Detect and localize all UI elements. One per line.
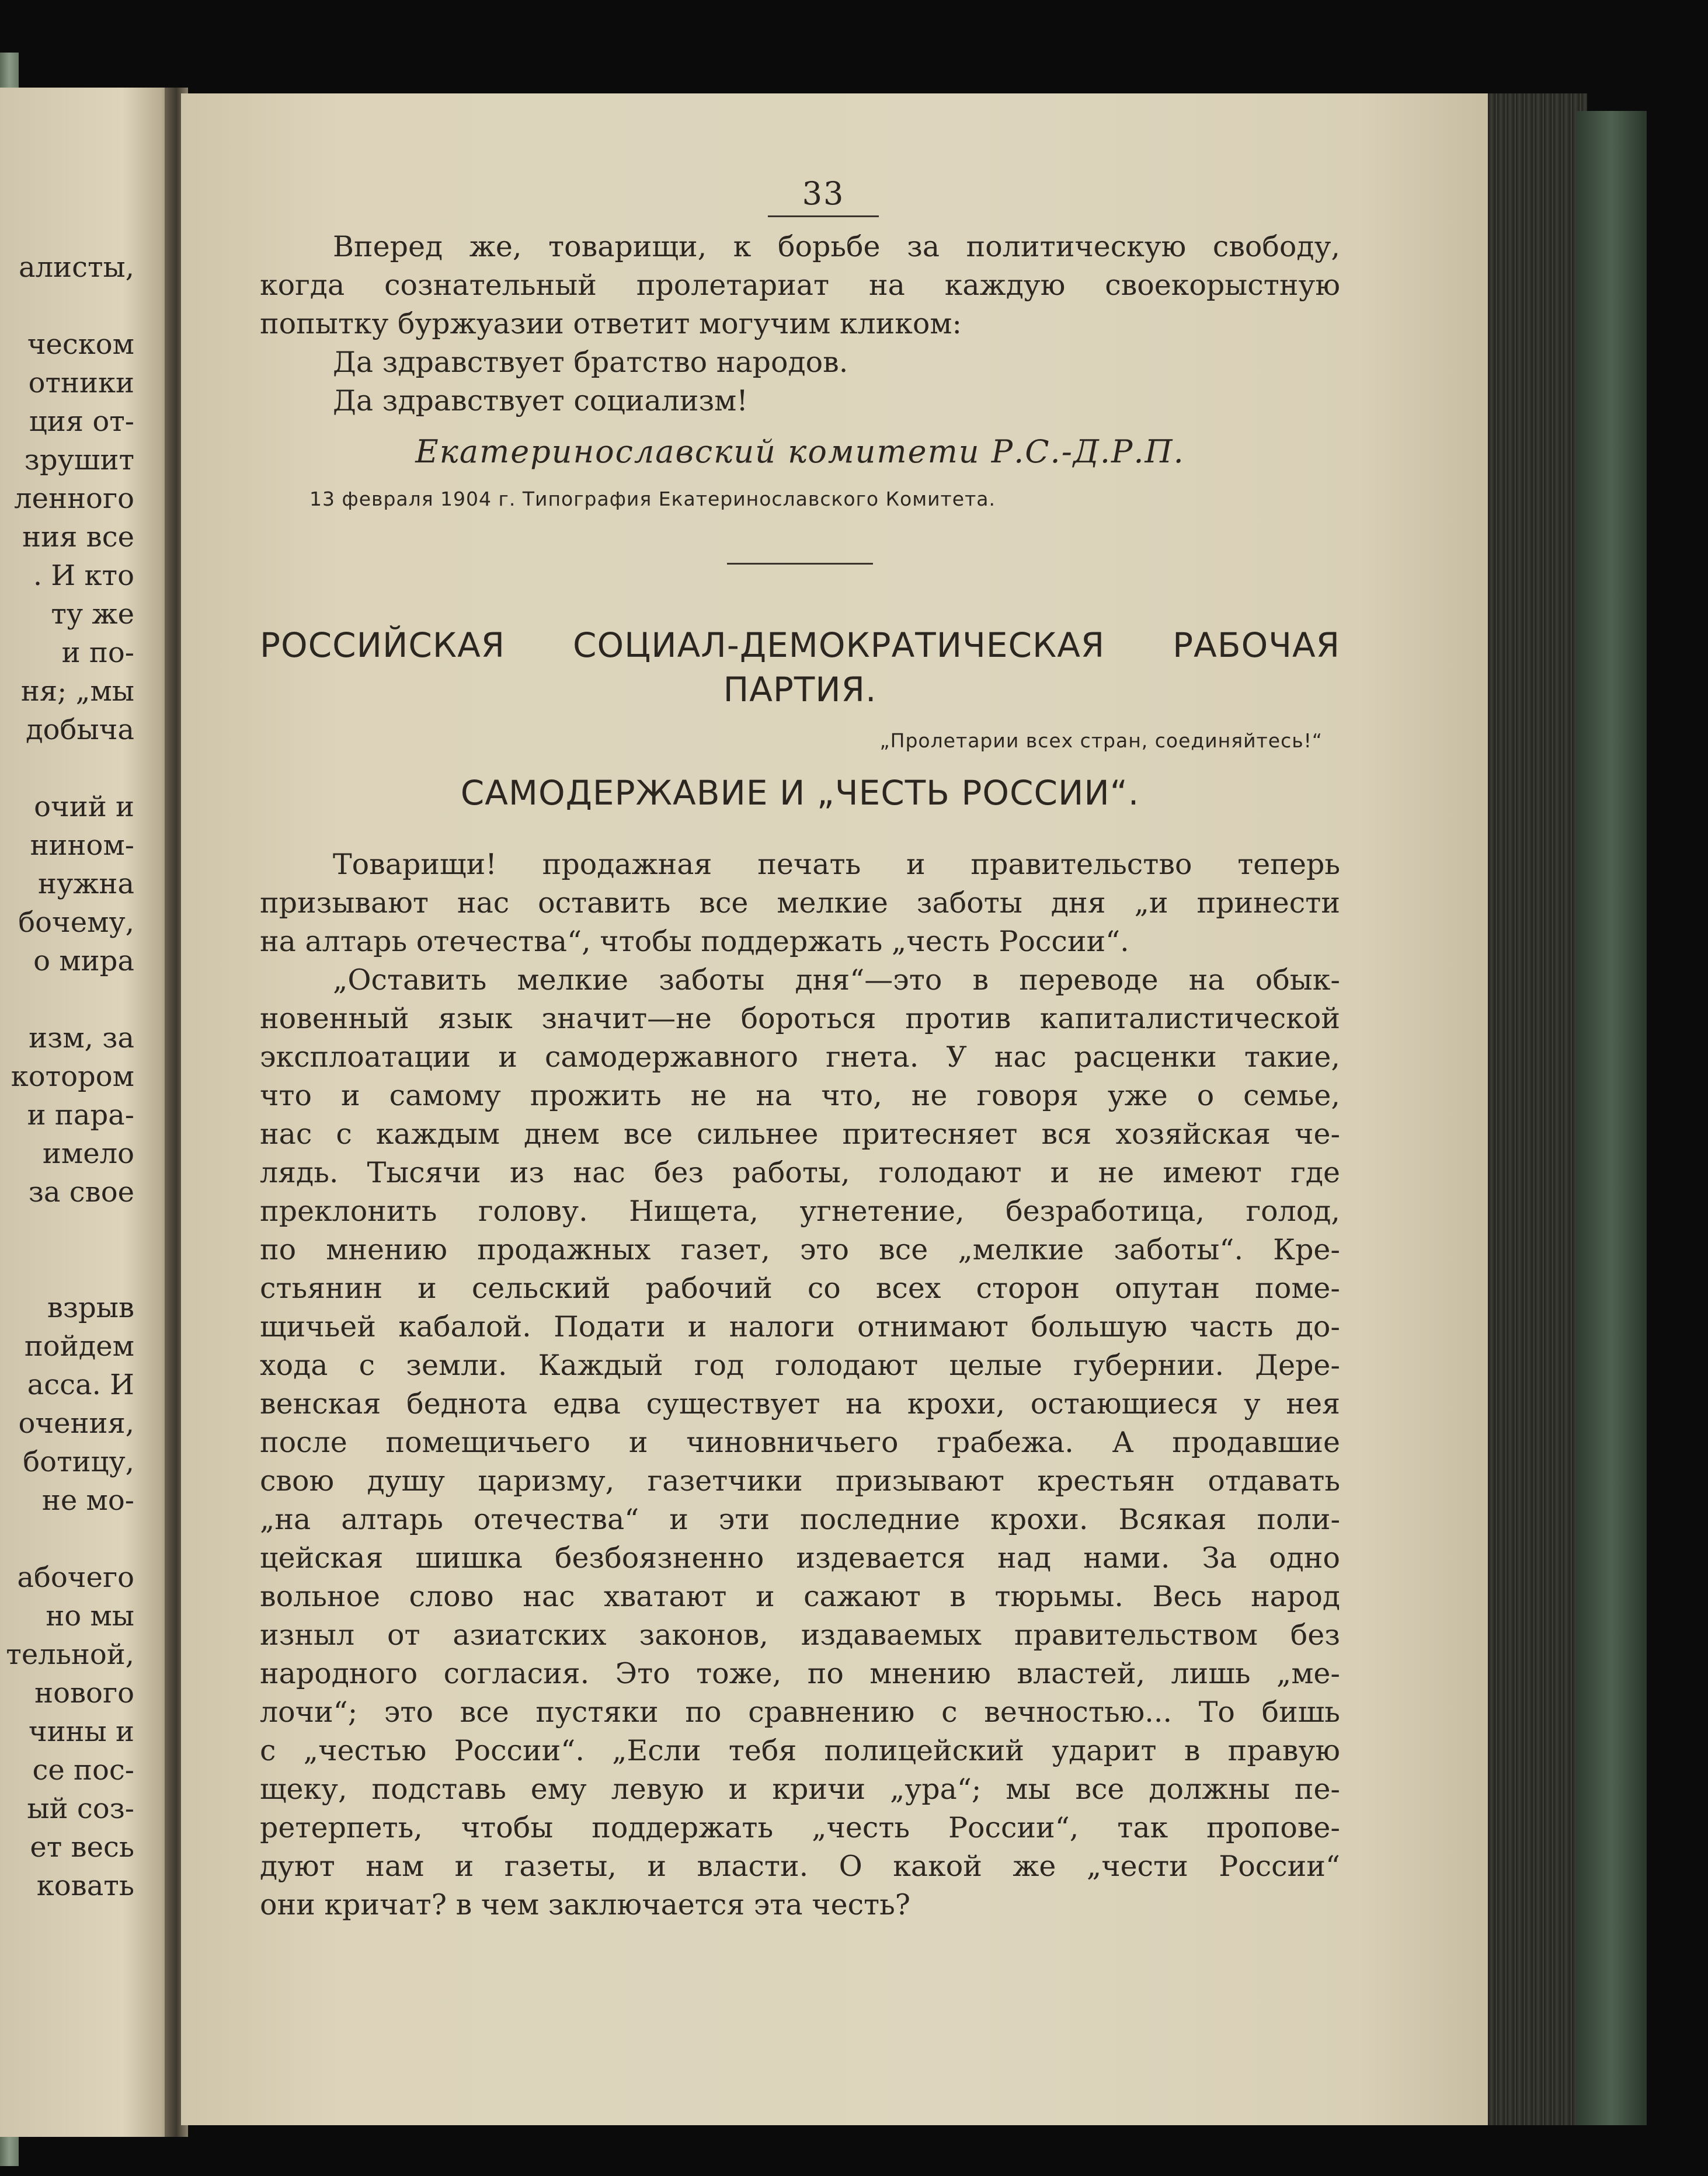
book-cover-edge <box>1577 111 1647 2125</box>
text-fragment: асса. И <box>27 1369 134 1401</box>
text-fragment: очения, <box>18 1407 134 1440</box>
text-fragment: за свое <box>28 1176 134 1209</box>
text-fragment: се пос- <box>32 1754 134 1787</box>
motto: „Пролетарии всех стран, соединяйтесь!“ <box>879 729 1323 752</box>
text-fragment: взрыв <box>47 1291 134 1324</box>
text-fragment: ковать <box>36 1869 134 1902</box>
text-fragment: не мо- <box>41 1484 134 1517</box>
text-fragment: но мы <box>46 1600 134 1632</box>
text-fragment: пойдем <box>24 1330 134 1363</box>
text-line: лочи“; это все пустяки по сравнению с вечностью... То бишь <box>260 1695 1340 1729</box>
text-fragment: ческом <box>27 328 134 361</box>
text-line: щичьей кабалой. Подати и налоги отнимают большую часть до- <box>260 1310 1340 1343</box>
page-block-edge <box>1488 93 1587 2125</box>
text-fragment <box>0 749 134 788</box>
text-fragment: . И кто <box>33 559 134 592</box>
text-line: ретерпеть, чтобы поддержать „честь России“, так пропове- <box>260 1811 1340 1844</box>
text-line: они кричат? в чем заключается эта честь? <box>260 1888 911 1921</box>
text-fragment: ет весь <box>30 1831 134 1864</box>
opening-text <box>260 228 1340 420</box>
text-fragment: алисты, <box>19 251 134 284</box>
text-fragment: и пара- <box>27 1099 134 1131</box>
text-fragment: изм, за <box>29 1022 134 1054</box>
signature: Екатеринославский комитети Р.С.-Д.Р.П. <box>415 433 1185 470</box>
text-line: на алтарь отечества“, чтобы поддержать „честь России“. <box>260 925 1129 958</box>
text-fragment: и по- <box>61 636 134 669</box>
previous-page-edge <box>0 88 175 2137</box>
text-line: по мнению продажных газет, это все „мелкие заботы“. Кре- <box>260 1233 1340 1266</box>
text-line: стьянин и сельский рабочий со всех сторон опутан поме- <box>260 1272 1340 1305</box>
heading-line: ПАРТИЯ. <box>723 670 877 709</box>
article-title: САМОДЕРЖАВИЕ И „ЧЕСТЬ РОССИИ“. <box>460 773 1140 813</box>
text-line: „Оставить мелкие заботы дня“—это в переводе на обык- <box>333 963 1340 997</box>
text-fragment: добыча <box>26 713 134 746</box>
text-fragment <box>0 287 134 325</box>
text-line: Да здравствует социализм! <box>333 384 748 417</box>
text-line: лядь. Тысячи из нас без работы, голодают и не имеют где <box>260 1156 1340 1189</box>
text-line: венская беднота едва существует на крохи, остающиеся у нея <box>260 1387 1340 1421</box>
text-fragment: зрушит <box>24 444 134 476</box>
text-fragment: очий и <box>34 791 134 823</box>
text-line: новенный язык значит—не бороться против капиталистической <box>260 1002 1340 1035</box>
text-fragment: ня; „мы <box>20 675 134 708</box>
text-fragment: абочего <box>17 1561 134 1594</box>
text-fragment: ботицу, <box>23 1446 134 1478</box>
page-number: 33 <box>802 175 845 212</box>
text-fragment: ленного <box>14 482 134 515</box>
text-fragment <box>0 1520 134 1558</box>
text-fragment: нового <box>34 1677 134 1710</box>
text-line: дуют нам и газеты, и власти. О какой же „чести России“ <box>260 1850 1340 1883</box>
text-line: преклонить голову. Нищета, угнетение, безработица, голод, <box>260 1195 1340 1228</box>
text-line: вольное слово нас хватают и сажают в тюрьмы. Весь народ <box>260 1580 1340 1613</box>
page-number-rule <box>768 215 879 217</box>
imprint-line: 13 февраля 1904 г. Типография Екатеринославского Комитета. <box>309 488 996 510</box>
text-fragment: бочему, <box>18 906 134 939</box>
paragraph <box>260 961 1340 1924</box>
text-line: когда сознательный пролетариат на каждую своекорыстную <box>260 269 1340 302</box>
text-fragment: чины и <box>28 1715 134 1748</box>
text-line: Товарищи! продажная печать и правительство теперь <box>333 848 1340 881</box>
text-line: изныл от азиатских законов, издаваемых правительством без <box>260 1618 1340 1652</box>
text-line: щеку, подставь ему левую и кричи „ура“; мы все должны пе- <box>260 1773 1340 1806</box>
text-fragment: нужна <box>38 868 134 900</box>
text-fragment <box>0 980 134 1019</box>
text-line: с „честью России“. „Если тебя полицейский ударит в правую <box>260 1734 1340 1767</box>
text-line: эксплоатации и самодержавного гнета. У нас расценки такие, <box>260 1040 1340 1074</box>
text-fragment: имело <box>42 1137 134 1170</box>
text-line: „на алтарь отечества“ и эти последние крохи. Всякая поли- <box>260 1503 1340 1536</box>
text-line: Вперед же, товарищи, к борьбе за политическую свободу, <box>333 230 1340 263</box>
text-line: нас с каждым днем все сильнее притесняет вся хозяйская че- <box>260 1117 1340 1151</box>
text-line: призывают нас оставить все мелкие заботы дня „и принести <box>260 886 1340 920</box>
text-fragment <box>0 1250 134 1289</box>
text-fragment <box>0 1211 134 1250</box>
text-fragment: тельной, <box>6 1638 134 1671</box>
text-fragment: ту же <box>51 598 134 631</box>
text-fragment: ния все <box>22 521 134 553</box>
text-line: Да здравствует братство народов. <box>333 346 848 379</box>
text-fragment: нином- <box>30 829 134 862</box>
text-line: свою душу царизму, газетчики призывают крестьян отдавать <box>260 1464 1340 1498</box>
text-line: цейская шишка безбоязненно издевается над нами. За одно <box>260 1541 1340 1575</box>
text-fragment: ция от- <box>29 405 134 438</box>
section-divider <box>727 563 873 565</box>
text-line: после помещичьего и чиновничьего грабежа. А продавшие <box>260 1426 1340 1459</box>
text-line: хода с земли. Каждый год голодают целые губернии. Дере- <box>260 1349 1340 1382</box>
page-content <box>260 175 1340 1924</box>
text-fragment: отники <box>28 367 134 399</box>
text-fragment: котором <box>11 1060 134 1093</box>
text-line: что и самому прожить не на что, не говоря уже о семье, <box>260 1079 1340 1112</box>
party-heading <box>260 623 1340 712</box>
text-fragment: ый соз- <box>27 1792 134 1825</box>
text-fragment: о мира <box>33 945 134 977</box>
heading-line: РОССИЙСКАЯ СОЦИАЛ-ДЕМОКРАТИЧЕСКАЯ РАБОЧАЯ <box>260 625 1340 665</box>
text-line: попытку буржуазии ответит могучим кликом: <box>260 307 962 340</box>
text-line: народного согласия. Это тоже, по мнению властей, лишь „ме- <box>260 1657 1340 1690</box>
previous-page-text-fragments <box>0 248 134 1905</box>
article-body <box>260 845 1340 1924</box>
